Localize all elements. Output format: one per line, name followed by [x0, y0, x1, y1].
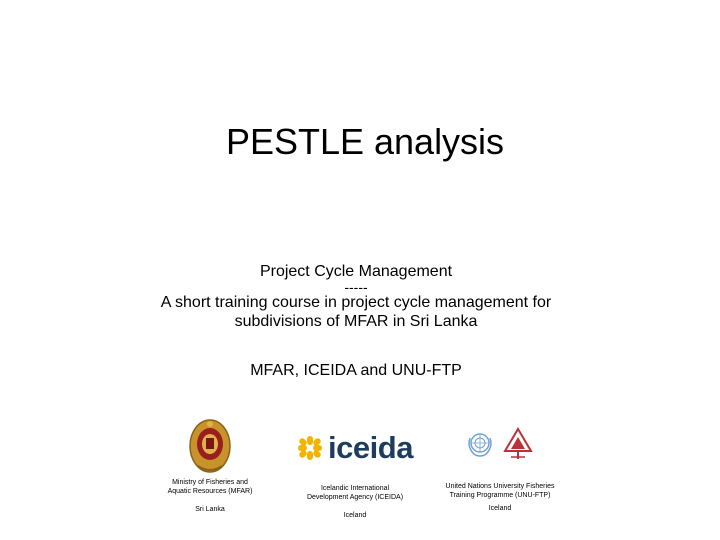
- mfar-caption: [150, 478, 270, 496]
- slide-title: PESTLE analysis: [225, 121, 505, 162]
- subtitle-course-description-line1: A short training course in project cycle management for: [160, 294, 552, 311]
- subtitle-block: [0, 262, 712, 331]
- iceida-logo-block: [290, 428, 420, 520]
- mfar-caption-line1: Ministry of Fisheries and: [172, 479, 248, 486]
- unu-ftp-country: Iceland: [488, 505, 512, 512]
- unu-ftp-caption: [430, 482, 570, 500]
- iceida-wordmark: iceida: [328, 430, 413, 465]
- iceida-caption: [290, 484, 420, 502]
- subtitle-course-name: Project Cycle Management: [259, 263, 453, 280]
- iceida-caption-line1: Icelandic International: [320, 485, 390, 492]
- mfar-logo-block: [150, 418, 270, 514]
- subtitle-separator: -----: [344, 279, 368, 295]
- mfar-caption-line2: Aquatic Resources (MFAR): [167, 488, 253, 495]
- sri-lanka-emblem-icon: [188, 418, 232, 474]
- subtitle-course-description-line2: subdivisions of MFAR in Sri Lanka: [234, 313, 478, 330]
- unu-ftp-logo-block: [430, 418, 570, 513]
- iceida-logo: [290, 428, 420, 468]
- iceida-caption-line2: Development Agency (ICEIDA): [306, 494, 404, 501]
- organisations-line: MFAR, ICEIDA and UNU-FTP: [250, 362, 462, 379]
- unu-ftp-emblem-icon: [503, 427, 533, 461]
- unu-ftp-caption-line1: United Nations University Fisheries: [445, 483, 555, 490]
- iceida-flower-icon: [297, 435, 323, 461]
- mfar-country: Sri Lanka: [195, 506, 225, 513]
- iceida-country: Iceland: [343, 512, 367, 519]
- un-emblem-icon: [467, 430, 493, 458]
- unu-logos: [430, 418, 570, 470]
- unu-ftp-caption-line2: Training Programme (UNU-FTP): [449, 492, 551, 499]
